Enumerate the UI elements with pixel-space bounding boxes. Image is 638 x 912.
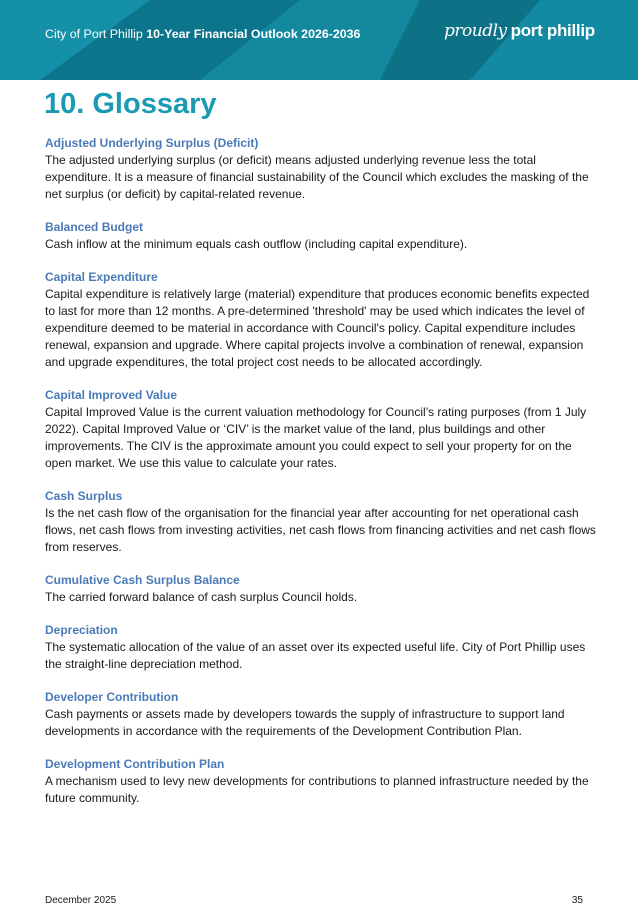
glossary-term: Cash Surplus (45, 489, 123, 503)
logo-bold-text: port phillip (510, 21, 595, 40)
document-title: 10-Year Financial Outlook 2026-2036 (146, 27, 361, 41)
glossary-entry (45, 269, 597, 371)
glossary-term: Adjusted Underlying Surplus (Deficit) (45, 136, 259, 150)
glossary-entry (45, 387, 597, 472)
glossary-definition: A mechanism used to levy new developments for contributions to planned infrastructure needed by the future community. (45, 774, 589, 805)
glossary-term: Depreciation (45, 623, 118, 637)
glossary-definition: Is the net cash flow of the organisation for the financial year after accounting for net operational cash flows, net cash flows from investing activities, net cash flows from financing activities and net cash flows from reserves. (45, 506, 596, 554)
glossary-entry (45, 756, 597, 807)
glossary-entry (45, 622, 597, 673)
page-title: 10. Glossary (44, 88, 217, 120)
glossary-definition: The carried forward balance of cash surplus Council holds. (45, 590, 358, 604)
org-name: City of Port Phillip (45, 27, 143, 41)
port-phillip-logo (444, 21, 595, 41)
glossary-definition: Capital expenditure is relatively large (material) expenditure that produces economic benefits expected to last for more than 12 months. A pre-determined 'threshold' may be used which indicates the level of expenditure deemed to be material in accordance with Council's policy. Capital expenditure includes renewal, expansion and upgrade. Where capital projects involve a combination of renewal, expansion and upgrade expenditures, the total project cost needs to be allocated accordingly. (45, 287, 590, 369)
glossary-definition: The systematic allocation of the value of an asset over its expected useful life. City of Port Phillip uses the straight-line depreciation method. (45, 640, 586, 671)
page-number: 35 (571, 895, 583, 906)
header-title (45, 27, 360, 41)
glossary-entry (45, 219, 597, 253)
glossary-definition: Capital Improved Value is the current valuation methodology for Council’s rating purposes (from 1 July 2022). Capital Improved Value or ‘CIV’ is the market value of the land, plus buildings and other improvements. The CIV is the approximate amount you could expect to sell your property for on the open market. We use this value to calculate your rates. (45, 405, 587, 470)
glossary-term: Capital Improved Value (45, 388, 178, 402)
glossary-term: Developer Contribution (45, 690, 179, 704)
glossary-entry (45, 488, 597, 556)
glossary-entry (45, 689, 597, 740)
glossary-term: Capital Expenditure (45, 270, 158, 284)
glossary-term: Cumulative Cash Surplus Balance (45, 573, 240, 587)
glossary-definition: Cash inflow at the minimum equals cash outflow (including capital expenditure). (45, 237, 468, 251)
glossary-definition: Cash payments or assets made by developers towards the supply of infrastructure to support land developments in accordance with the requirements of the Development Contribution Plan. (45, 707, 565, 738)
glossary-term: Balanced Budget (45, 220, 144, 234)
glossary-term: Development Contribution Plan (45, 757, 225, 771)
glossary-definition: The adjusted underlying surplus (or deficit) means adjusted underlying revenue less the total expenditure. It is a measure of financial sustainability of the Council which excludes the masking of the net surplus (or deficit) by capital-related revenue. (45, 153, 589, 201)
logo-script-text: proudly (444, 21, 507, 41)
footer-date: December 2025 (45, 895, 117, 906)
glossary-list (45, 135, 597, 823)
glossary-entry (45, 135, 597, 203)
header-banner (0, 0, 638, 80)
glossary-entry (45, 572, 597, 606)
